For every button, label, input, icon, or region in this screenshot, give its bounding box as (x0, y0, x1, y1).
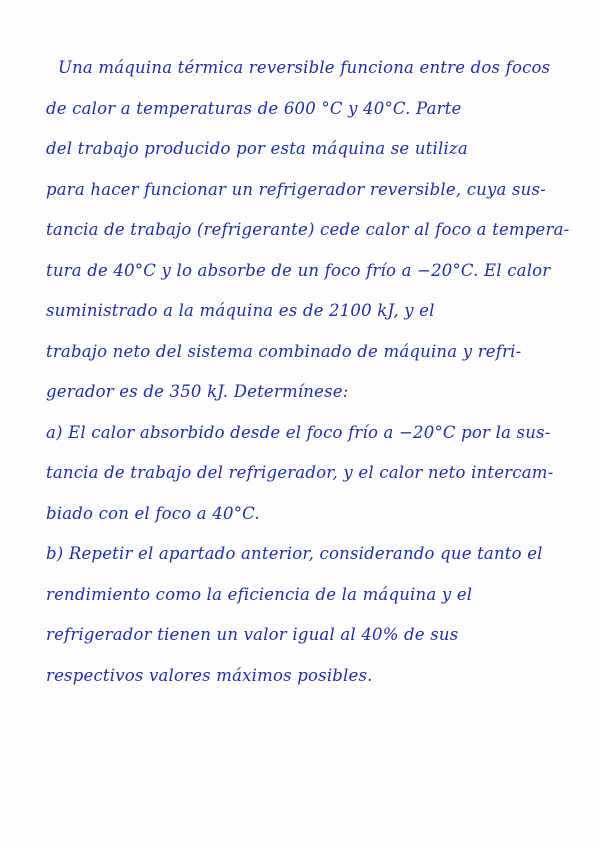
text-line: tura de 40°C y lo absorbe de un foco frío a −20°C. El calor (46, 260, 551, 280)
text-line: para hacer funcionar un refrigerador reversible, cuya sus- (46, 179, 546, 199)
problem-statement (40, 48, 570, 696)
text-line: biado con el foco a 40°C. (46, 503, 260, 523)
text-line: suministrado a la máquina es de 2100 kJ, y el (46, 301, 435, 320)
text-line: b) Repetir el apartado anterior, considerando que tanto el (46, 544, 543, 563)
text-line: de calor a temperaturas de 600 °C y 40°C. Parte (46, 98, 462, 118)
text-line: rendimiento como la eficiencia de la máquina y el (46, 584, 473, 604)
text-line: trabajo neto del sistema combinado de máquina y refri- (46, 341, 522, 361)
text-line: refrigerador tienen un valor igual al 40% de sus (46, 625, 459, 644)
text-line: gerador es de 350 kJ. Determínese: (46, 382, 349, 401)
text-line: respectivos valores máximos posibles. (46, 665, 373, 685)
text-line: del trabajo producido por esta máquina se utiliza (46, 139, 468, 158)
text-line: tancia de trabajo (refrigerante) cede calor al foco a tempera- (46, 220, 570, 239)
text-line: Una máquina térmica reversible funciona entre dos focos (58, 58, 551, 77)
text-line: tancia de trabajo del refrigerador, y el calor neto intercam- (46, 463, 554, 482)
text-line: a) El calor absorbido desde el foco frío a −20°C por la sus- (46, 422, 551, 442)
